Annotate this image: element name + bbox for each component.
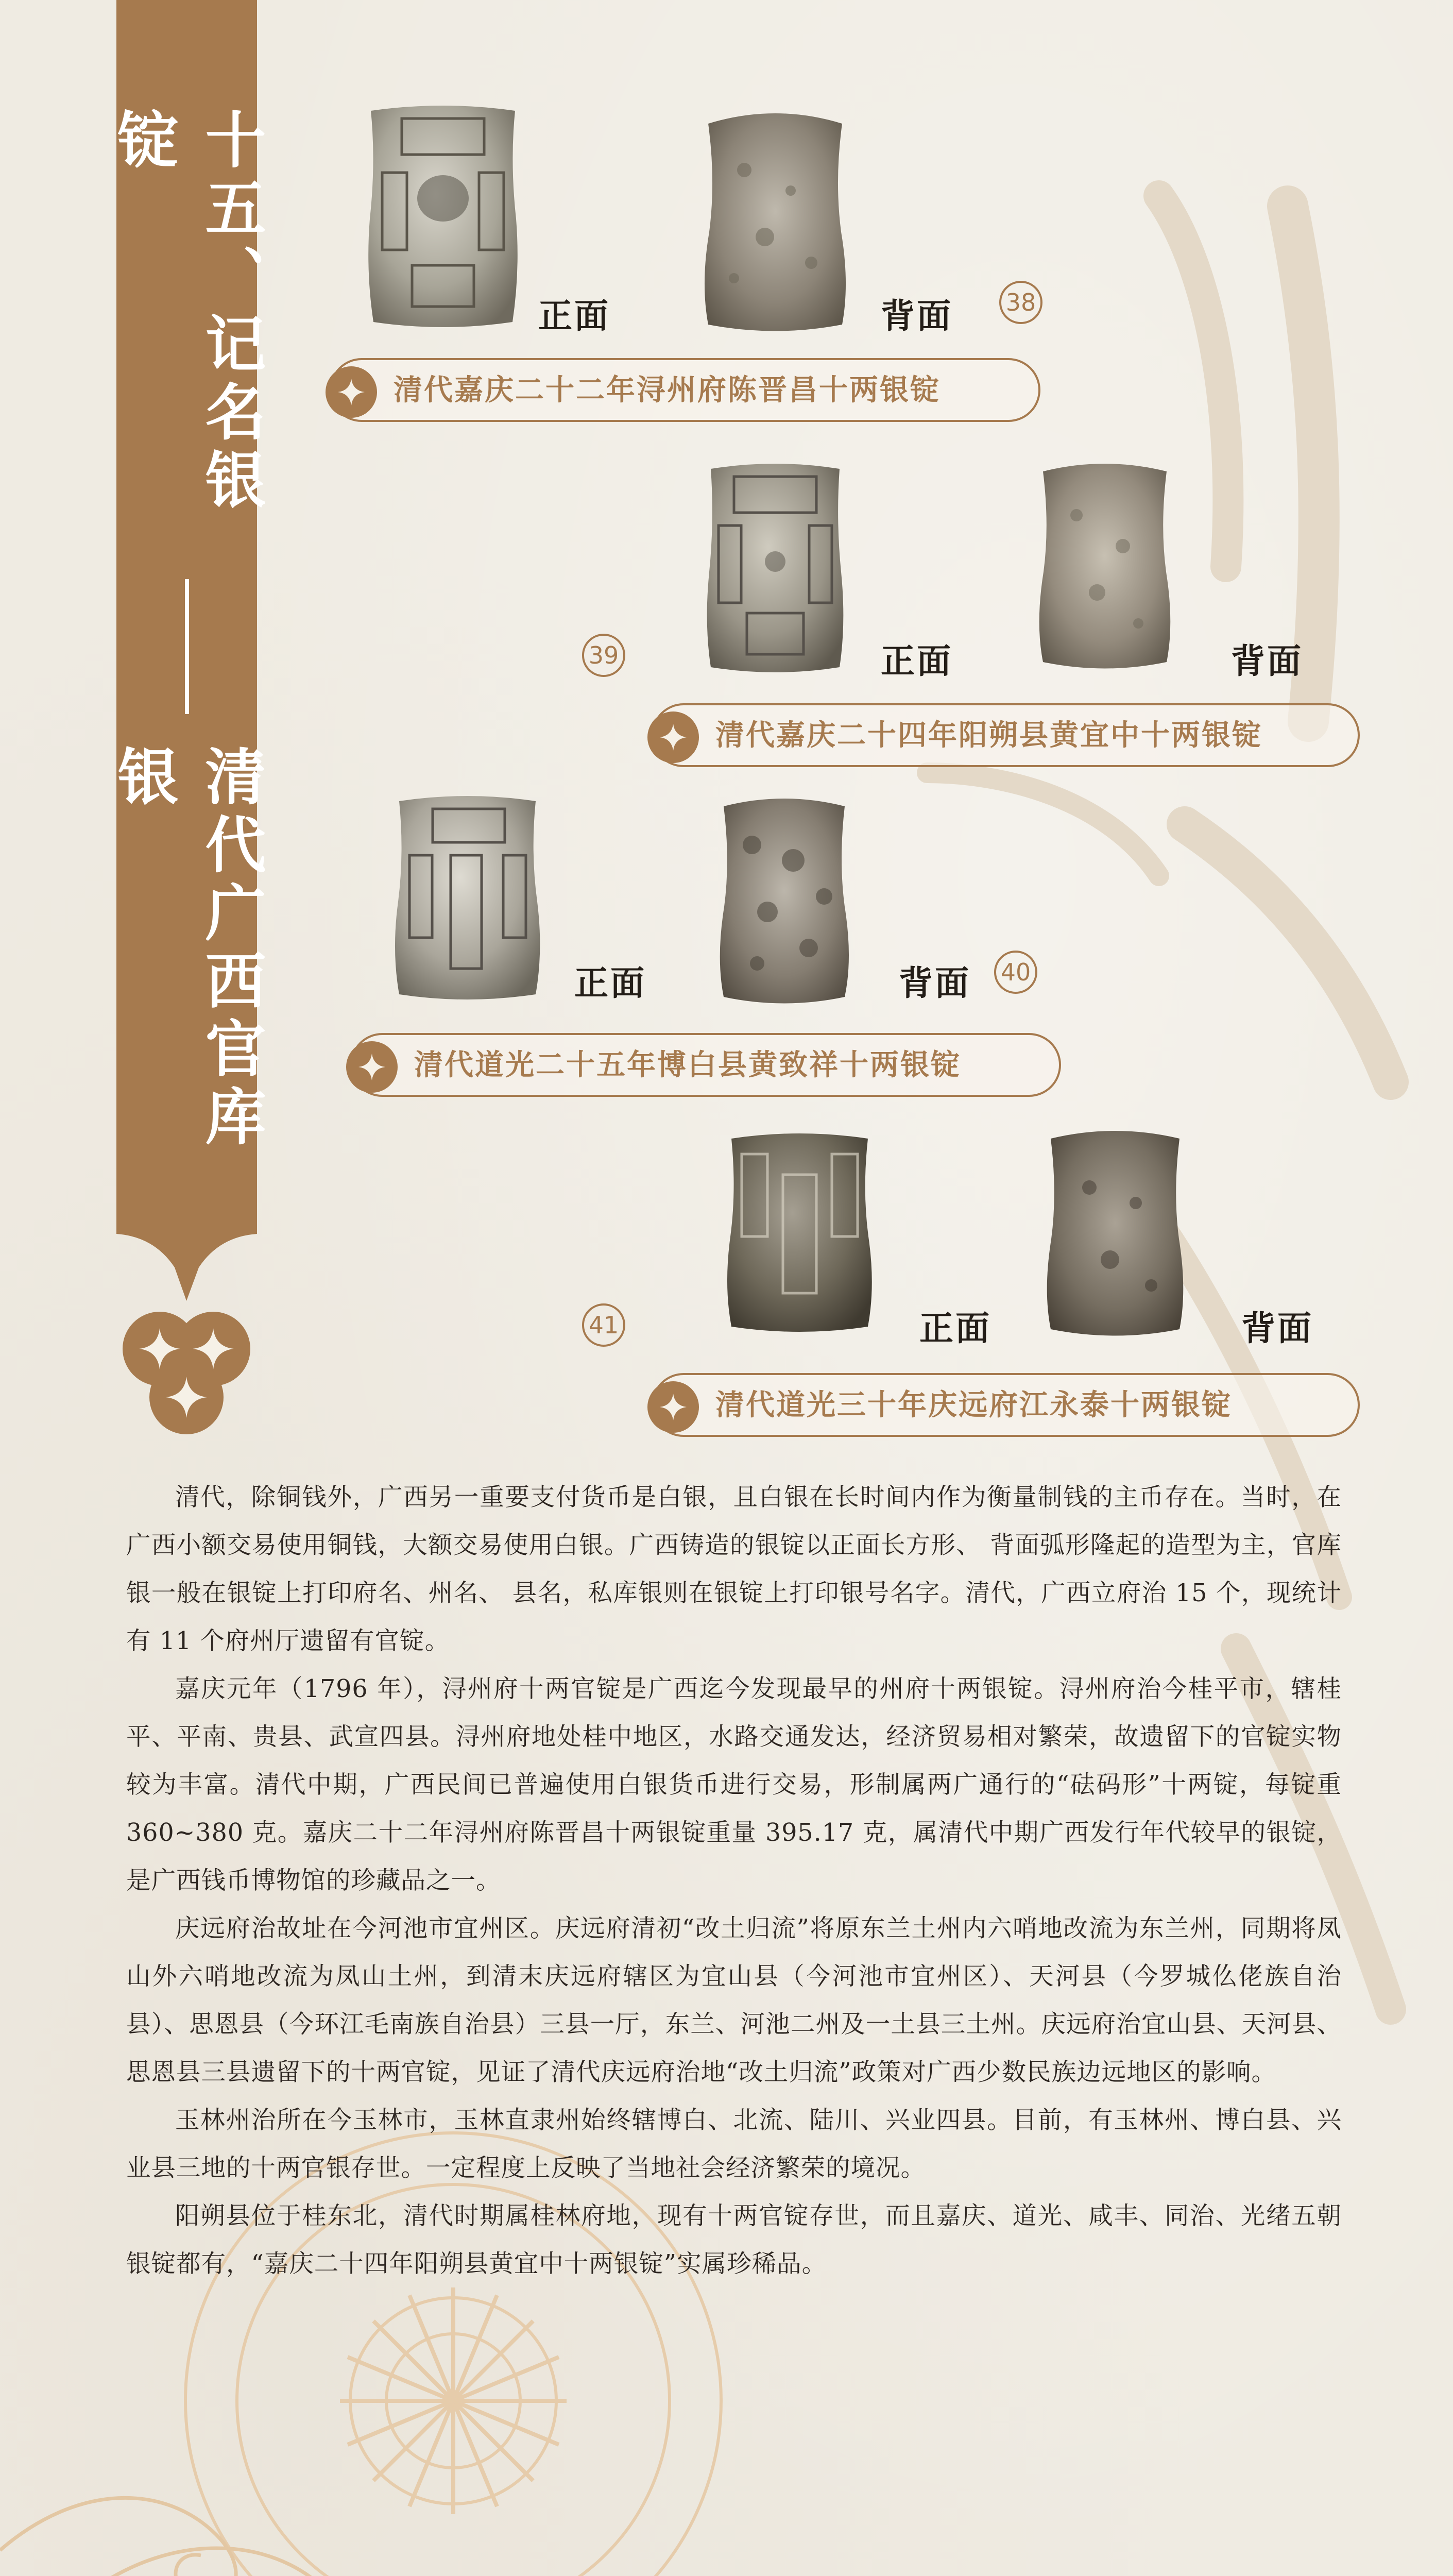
ingot-40-front bbox=[384, 791, 551, 1002]
title-dash bbox=[185, 579, 189, 714]
diamond-star-icon bbox=[647, 1381, 699, 1433]
body-paragraph: 庆远府治故址在今河池市宜州区。庆远府清初“改土归流”将原东兰土州内六哨地改流为东兰州，同期将凤山外六哨地改流为凤山土州，到清末庆远府辖区为宜山县（今河池市宜州区）、天河县（今罗城仫佬族自治县）、思恩县（今环江毛南族自治县）三县一厅，东兰、河池二州及一土县三土州。庆远府治宜山县、天河县、思恩县三县遗留下的十两官锭，见证了清代庆远府治地“改土归流”政策对广西少数民族边远地区的影响。 bbox=[126, 1914, 1342, 2087]
diamond-star-icon bbox=[346, 1041, 398, 1093]
ingot-41-back bbox=[1033, 1126, 1198, 1337]
back-label-41: 背面 bbox=[1241, 1308, 1313, 1348]
page-title bbox=[107, 108, 267, 1190]
title-part-2: 清代广西官库银 bbox=[107, 744, 267, 1153]
caption-text-39: 清代嘉庆二十四年阳朔县黄宜中十两银锭 bbox=[715, 718, 1262, 752]
body-paragraph: 玉林州治所在今玉林市，玉林直隶州始终辖博白、北流、陆川、兴业四县。目前，有玉林州、博白县、兴业县三地的十两官银存世。一定程度上反映了当地社会经济繁荣的境况。 bbox=[126, 2106, 1342, 2182]
ingot-40-back bbox=[706, 793, 863, 1005]
item-number-38: 38 bbox=[999, 281, 1042, 324]
ingot-38-back bbox=[688, 108, 863, 335]
caption-text-40: 清代道光二十五年博白县黄致祥十两银锭 bbox=[414, 1048, 961, 1082]
item-number-41: 41 bbox=[582, 1303, 625, 1347]
diamond-star-icon bbox=[326, 366, 377, 418]
back-label-40: 背面 bbox=[899, 963, 971, 1003]
title-part-1: 十五、记名银锭 bbox=[107, 108, 267, 516]
body-paragraph: 嘉庆元年（1796 年），浔州府十两官锭是广西迄今发现最早的州府十两银锭。浔州府治今桂平市，辖桂平、平南、贵县、武宣四县。浔州府地处桂中地区，水路交通发达，经济贸易相对繁荣，故遗留下的官锭实物较为丰富。清代中期，广西民间已普遍使用白银货币进行交易，形制属两广通行的“砝码形”十两锭，每锭重 360~380 克。嘉庆二十二年浔州府陈晋昌十两银锭重量 395.17 克，属清代中期广西发行年代较早的银锭，是广西钱币博物馆的珍藏品之一。 bbox=[126, 1675, 1342, 1895]
caption-40 bbox=[350, 1033, 1061, 1097]
item-number-39: 39 bbox=[582, 634, 625, 677]
caption-text-38: 清代嘉庆二十二年浔州府陈晋昌十两银锭 bbox=[394, 373, 941, 407]
ingot-41-front bbox=[716, 1128, 883, 1334]
body-text bbox=[126, 1473, 1342, 2288]
caption-text-41: 清代道光三十年庆远府江永泰十两银锭 bbox=[715, 1388, 1232, 1422]
ingot-39-back bbox=[1025, 459, 1185, 670]
ingot-38-front bbox=[355, 100, 531, 330]
item-number-40: 40 bbox=[994, 951, 1037, 994]
ingot-39-front bbox=[698, 459, 852, 675]
title-banner bbox=[107, 0, 267, 1303]
front-label-38: 正面 bbox=[538, 296, 610, 336]
caption-41 bbox=[652, 1373, 1360, 1437]
diamond-star-icon bbox=[647, 711, 699, 763]
back-label-39: 背面 bbox=[1231, 641, 1303, 681]
back-label-38: 背面 bbox=[881, 296, 953, 336]
body-paragraph: 清代，除铜钱外，广西另一重要支付货币是白银，且白银在长时间内作为衡量制钱的主币存在。当时，在广西小额交易使用铜钱，大额交易使用白银。广西铸造的银锭以正面长方形、 背面弧形隆起的造型为主，官库银一般在银锭上打印府名、州名、 县名，私库银则在银锭上打印银号名字。清代，广西立府治 15 个，现统计有 11 个府州厅遗留有官锭。 bbox=[126, 1483, 1342, 1655]
front-label-41: 正面 bbox=[919, 1308, 992, 1348]
caption-39 bbox=[652, 703, 1360, 767]
front-label-39: 正面 bbox=[881, 641, 953, 681]
coin-emblem bbox=[114, 1303, 259, 1437]
body-paragraph: 阳朔县位于桂东北，清代时期属桂林府地，现有十两官锭存世，而且嘉庆、道光、咸丰、同治、光绪五朝银锭都有，“嘉庆二十四年阳朔县黄宜中十两银锭”实属珍稀品。 bbox=[126, 2202, 1342, 2278]
front-label-40: 正面 bbox=[574, 963, 646, 1003]
caption-38 bbox=[330, 358, 1040, 422]
